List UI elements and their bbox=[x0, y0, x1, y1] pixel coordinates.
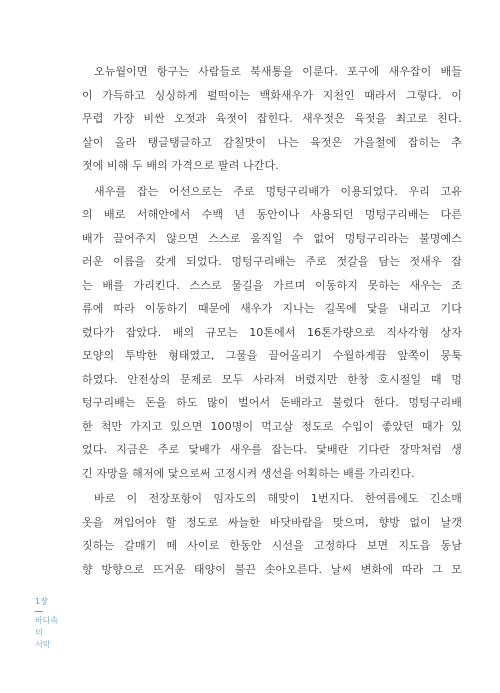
text-line: 옷을 껴입어야 할 정도로 싸늘한 바닷바람을 맞으며, 향방 없이 날갯 bbox=[82, 515, 462, 529]
text-line: 는 배를 가리킨다. 스스로 물길을 가르며 이동하지 못하는 새우는 조 bbox=[82, 278, 462, 292]
paragraph bbox=[82, 180, 462, 486]
text-line: 향 방향으로 뜨거운 태양이 불끈 솟아오른다. 날씨 변화에 따라 그 모 bbox=[82, 562, 462, 576]
text-line: 하였다. 안전상의 문제로 모두 사라져 버렸지만 한창 호시절일 때 멍 bbox=[82, 372, 462, 386]
text-line: 의 배로 서해안에서 수백 년 동안이나 사용되던 멍텅구리배는 다른 bbox=[82, 208, 462, 221]
text-line: 젓에 비해 두 배의 가격으로 팔려 나간다. bbox=[82, 159, 279, 172]
text-line: 렸다가 잡았다. 배의 규모는 10톤에서 16톤가량으로 직사각형 상자 bbox=[82, 325, 462, 339]
chapter-title-line-1: 바다속의 bbox=[35, 616, 59, 637]
text-line: 무렵 가장 비싼 오젓과 육젓이 잡힌다. 새우젓은 육젓을 최고로 친다. bbox=[82, 112, 462, 125]
text-line: 텅구리배는 돈을 하도 많이 벌어서 돈배라고 불렸다 한다. 멍텅구리배 bbox=[82, 396, 462, 409]
paragraph bbox=[82, 60, 462, 178]
text-line: 오뉴월이면 항구는 사람들로 북새통을 이룬다. 포구에 새우잡이 배들 bbox=[94, 65, 462, 78]
text-line: 모양의 투박한 형태였고, 그물을 끌어올리기 수월하게끔 앞쪽이 뭉툭 bbox=[82, 349, 462, 362]
text-line: 배가 끌어주지 않으면 스스로 움직일 수 없어 멍텅구리라는 불명예스 bbox=[82, 231, 462, 245]
body-text bbox=[82, 60, 462, 583]
chapter-number: 1장 bbox=[35, 597, 48, 606]
margin-divider bbox=[35, 611, 43, 612]
paragraph bbox=[82, 487, 462, 581]
text-line: 한 척만 가지고 있으면 100명이 먹고살 정도로 수입이 좋았던 때가 있 bbox=[82, 419, 462, 433]
text-line: 짓하는 갈매기 떼 사이로 한동안 시선을 고정하다 보면 지도읍 동남 bbox=[82, 539, 462, 552]
text-line: 러운 이름을 갖게 되었다. 멍텅구리배는 주로 젓갈을 담는 젓새우 잡 bbox=[82, 255, 462, 268]
text-line: 류에 따라 이동하기 때문에 새우가 지나는 길목에 닻을 내리고 기다 bbox=[82, 302, 462, 315]
text-line: 새우를 잡는 어선으로는 주로 멍텅구리배가 이용되었다. 우리 고유 bbox=[94, 184, 462, 198]
text-line: 긴 자망을 해저에 닻으로써 고정시켜 생선을 어획하는 배를 가리킨다. bbox=[82, 466, 415, 480]
text-line: 바로 이 전장포항이 임자도의 해맞이 1번지다. 한여름에도 긴소매 bbox=[94, 492, 462, 505]
chapter-title-line-2: 서막 bbox=[35, 640, 51, 649]
chapter-margin-note bbox=[35, 596, 65, 651]
text-line: 었다. 지금은 주로 닻배가 새우를 잡는다. 닻배란 기다란 장막처럼 생 bbox=[82, 443, 462, 456]
text-line: 살이 올라 탱글탱글하고 감칠맛이 나는 육젓은 가을철에 잡히는 추 bbox=[82, 135, 462, 149]
text-line: 이 가득하고 싱싱하게 펄떡이는 백화새우가 지천인 때라서 그렇다. 이 bbox=[82, 88, 462, 102]
